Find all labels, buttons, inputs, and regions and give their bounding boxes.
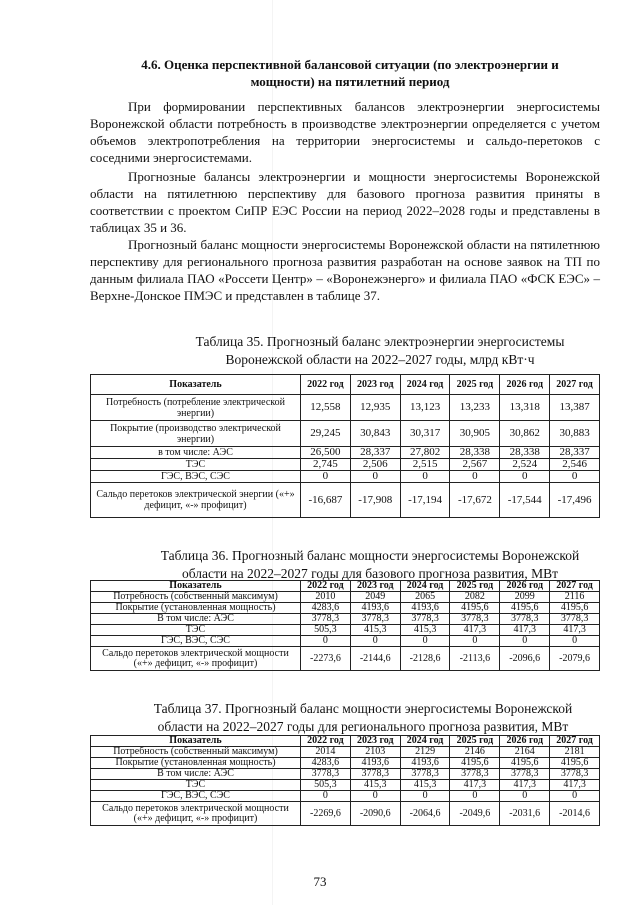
value-cell: 505,3 <box>301 625 351 636</box>
value-cell: 28,338 <box>500 447 550 459</box>
row-label-cell: Сальдо перетоков электрической мощности («+» дефицит, «-» профицит) <box>91 802 301 826</box>
page-number: 73 <box>313 874 327 889</box>
value-cell: 0 <box>400 791 450 802</box>
value-cell: 4193,6 <box>400 758 450 769</box>
value-cell: -2031,6 <box>500 802 550 826</box>
value-cell: 2065 <box>400 592 450 603</box>
value-cell: 2,506 <box>350 459 400 471</box>
value-cell: 3778,3 <box>550 614 600 625</box>
value-cell: 4195,6 <box>450 603 500 614</box>
table-row <box>91 758 600 769</box>
table-36-caption <box>110 547 630 583</box>
value-cell: -2096,6 <box>500 647 550 671</box>
table-row <box>91 395 600 421</box>
value-cell: -17,496 <box>550 483 600 518</box>
column-header-year: 2024 год <box>400 736 450 747</box>
table-row <box>91 747 600 758</box>
table-row <box>91 483 600 518</box>
table-36-caption-line-1: Таблица 36. Прогнозный баланс мощности энергосистемы Воронежской <box>160 548 580 563</box>
value-cell: 4195,6 <box>500 603 550 614</box>
row-label-cell: ТЭС <box>91 780 301 791</box>
value-cell: -17,194 <box>400 483 450 518</box>
table-row <box>91 471 600 483</box>
table-row <box>91 769 600 780</box>
table-35-caption <box>150 333 610 369</box>
value-cell: -2269,6 <box>301 802 351 826</box>
value-cell: 2103 <box>350 747 400 758</box>
row-label-cell: ГЭС, ВЭС, СЭС <box>91 791 301 802</box>
value-cell: 3778,3 <box>450 614 500 625</box>
table-row <box>91 647 600 671</box>
table-37 <box>90 735 600 826</box>
value-cell: 28,338 <box>450 447 500 459</box>
value-cell: -17,672 <box>450 483 500 518</box>
table-35-caption-line-1: Таблица 35. Прогнозный баланс электроэнергии энергосистемы <box>195 334 565 349</box>
value-cell: 30,883 <box>550 421 600 447</box>
value-cell: -16,687 <box>301 483 351 518</box>
value-cell: 4283,6 <box>301 758 351 769</box>
row-label-cell: В том числе: АЭС <box>91 614 301 625</box>
value-cell: 2,546 <box>550 459 600 471</box>
table-35-caption-line-2: Воронежской области на 2022–2027 годы, млрд кВт·ч <box>225 352 535 367</box>
column-header-year: 2022 год <box>301 736 351 747</box>
table-36 <box>90 580 600 671</box>
value-cell: 2,567 <box>450 459 500 471</box>
value-cell: 4195,6 <box>550 758 600 769</box>
table-37-caption <box>108 700 618 736</box>
value-cell: 0 <box>350 471 400 483</box>
value-cell: -2113,6 <box>450 647 500 671</box>
value-cell: 417,3 <box>450 625 500 636</box>
table-row <box>91 636 600 647</box>
value-cell: 26,500 <box>301 447 351 459</box>
value-cell: 27,802 <box>400 447 450 459</box>
value-cell: 28,337 <box>550 447 600 459</box>
row-label-cell: Потребность (собственный максимум) <box>91 747 301 758</box>
value-cell: 2146 <box>450 747 500 758</box>
value-cell: 3778,3 <box>450 769 500 780</box>
value-cell: 2116 <box>550 592 600 603</box>
value-cell: 4195,6 <box>500 758 550 769</box>
value-cell: 2129 <box>400 747 450 758</box>
column-header-year: 2022 год <box>301 581 351 592</box>
column-header-year: 2024 год <box>400 581 450 592</box>
value-cell: 0 <box>500 636 550 647</box>
value-cell: 28,337 <box>350 447 400 459</box>
column-header-year: 2027 год <box>550 581 600 592</box>
column-header-year: 2023 год <box>350 375 400 395</box>
value-cell: 13,387 <box>550 395 600 421</box>
paragraph-2: Прогнозные балансы электроэнергии и мощности энергосистемы Воронежской области на пятилетнюю перспективу для базового прогноза развития приняты в соответствии с проектом СиПР ЕЭС России на период 2022–2028 годы и представлены в таблицах 35 и 36. <box>90 169 600 235</box>
column-header-indicator: Показатель <box>91 581 301 592</box>
table-row <box>91 802 600 826</box>
value-cell: 2,524 <box>500 459 550 471</box>
value-cell: 415,3 <box>350 780 400 791</box>
value-cell: 30,905 <box>450 421 500 447</box>
value-cell: 0 <box>400 471 450 483</box>
value-cell: 417,3 <box>550 625 600 636</box>
column-header-year: 2027 год <box>550 375 600 395</box>
value-cell: -2273,6 <box>301 647 351 671</box>
value-cell: 3778,3 <box>500 769 550 780</box>
table-37-caption-line-1: Таблица 37. Прогнозный баланс мощности энергосистемы Воронежской <box>153 701 573 716</box>
column-header-year: 2023 год <box>350 736 400 747</box>
value-cell: 3778,3 <box>400 769 450 780</box>
section-heading-line-2: мощности) на пятилетний период <box>250 74 450 89</box>
value-cell: 0 <box>450 636 500 647</box>
value-cell: -2090,6 <box>350 802 400 826</box>
row-label-cell: ТЭС <box>91 625 301 636</box>
value-cell: 2,745 <box>301 459 351 471</box>
row-label-cell: ГЭС, ВЭС, СЭС <box>91 636 301 647</box>
value-cell: 2049 <box>350 592 400 603</box>
column-header-year: 2026 год <box>500 736 550 747</box>
row-label-cell: В том числе: АЭС <box>91 769 301 780</box>
value-cell: -2144,6 <box>350 647 400 671</box>
value-cell: 30,317 <box>400 421 450 447</box>
value-cell: 4193,6 <box>350 758 400 769</box>
value-cell: 417,3 <box>450 780 500 791</box>
row-label-cell: Сальдо перетоков электрической мощности («+» дефицит, «-» профицит) <box>91 647 301 671</box>
value-cell: 4193,6 <box>400 603 450 614</box>
value-cell: 4283,6 <box>301 603 351 614</box>
value-cell: 13,318 <box>500 395 550 421</box>
column-header-indicator: Показатель <box>91 736 301 747</box>
table-row <box>91 791 600 802</box>
column-header-year: 2025 год <box>450 736 500 747</box>
value-cell: 0 <box>350 636 400 647</box>
value-cell: 0 <box>500 471 550 483</box>
value-cell: 0 <box>301 636 351 647</box>
value-cell: 505,3 <box>301 780 351 791</box>
value-cell: 2014 <box>301 747 351 758</box>
table-row <box>91 592 600 603</box>
value-cell: 3778,3 <box>350 614 400 625</box>
value-cell: 3778,3 <box>301 614 351 625</box>
value-cell: -2014,6 <box>550 802 600 826</box>
value-cell: 417,3 <box>500 780 550 791</box>
table-row <box>91 614 600 625</box>
column-header-year: 2027 год <box>550 736 600 747</box>
column-header-year: 2026 год <box>500 581 550 592</box>
value-cell: -2049,6 <box>450 802 500 826</box>
row-label-cell: Покрытие (производство электрической энергии) <box>91 421 301 447</box>
value-cell: 2099 <box>500 592 550 603</box>
value-cell: 415,3 <box>350 625 400 636</box>
value-cell: 2,515 <box>400 459 450 471</box>
value-cell: 30,843 <box>350 421 400 447</box>
row-label-cell: Покрытие (установленная мощность) <box>91 758 301 769</box>
value-cell: 30,862 <box>500 421 550 447</box>
value-cell: 3778,3 <box>301 769 351 780</box>
value-cell: 0 <box>400 636 450 647</box>
value-cell: 0 <box>500 791 550 802</box>
table-row <box>91 780 600 791</box>
value-cell: 2181 <box>550 747 600 758</box>
column-header-year: 2023 год <box>350 581 400 592</box>
row-label-cell: ТЭС <box>91 459 301 471</box>
value-cell: 4193,6 <box>350 603 400 614</box>
value-cell: 0 <box>350 791 400 802</box>
column-header-year: 2024 год <box>400 375 450 395</box>
value-cell: 0 <box>450 791 500 802</box>
table-36-caption-line-2: области на 2022–2027 годы для базового прогноза развития, МВт <box>181 566 559 581</box>
section-heading <box>100 56 600 90</box>
value-cell: -17,908 <box>350 483 400 518</box>
value-cell: 415,3 <box>400 780 450 791</box>
value-cell: 13,123 <box>400 395 450 421</box>
paragraph-1: При формировании перспективных балансов электроэнергии энергосистемы Воронежской области потребность в производстве электроэнергии определяется с учетом объемов электропотребления на территории энергосистемы и сальдо-перетоков с соседними энергосистемами. <box>90 99 600 165</box>
table-35 <box>90 374 600 518</box>
table-37-caption-line-2: области на 2022–2027 годы для регионального прогноза развития, МВт <box>157 719 569 734</box>
value-cell: -2128,6 <box>400 647 450 671</box>
section-heading-line-1: 4.6. Оценка перспективной балансовой ситуации (по электроэнергии и <box>141 57 559 72</box>
value-cell: 3778,3 <box>500 614 550 625</box>
value-cell: -2079,6 <box>550 647 600 671</box>
value-cell: 12,558 <box>301 395 351 421</box>
value-cell: 29,245 <box>301 421 351 447</box>
value-cell: 3778,3 <box>550 769 600 780</box>
value-cell: 3778,3 <box>400 614 450 625</box>
row-label-cell: Потребность (потребление электрической энергии) <box>91 395 301 421</box>
value-cell: 0 <box>301 791 351 802</box>
value-cell: 0 <box>301 471 351 483</box>
value-cell: 0 <box>550 791 600 802</box>
table-row <box>91 421 600 447</box>
value-cell: 2082 <box>450 592 500 603</box>
row-label-cell: Покрытие (установленная мощность) <box>91 603 301 614</box>
paragraph-3: Прогнозный баланс мощности энергосистемы Воронежской области на пятилетнюю перспективу для регионального прогноза развития разработан на основе заявок на ТП по данным филиала ПАО «Россети Центр» – «Воронежэнерго» и филиала ПАО «ФСК ЕЭС» – Верхне-Донское ПМЭС и представлен в таблице 37. <box>90 237 600 303</box>
row-label-cell: Сальдо перетоков электрической энергии («+» дефицит, «-» профицит) <box>91 483 301 518</box>
column-header-year: 2025 год <box>450 581 500 592</box>
value-cell: 0 <box>450 471 500 483</box>
row-label-cell: в том числе: АЭС <box>91 447 301 459</box>
table-row <box>91 603 600 614</box>
column-header-year: 2022 год <box>301 375 351 395</box>
row-label-cell: Потребность (собственный максимум) <box>91 592 301 603</box>
value-cell: 2010 <box>301 592 351 603</box>
value-cell: 12,935 <box>350 395 400 421</box>
value-cell: 0 <box>550 636 600 647</box>
value-cell: 4195,6 <box>550 603 600 614</box>
value-cell: 2164 <box>500 747 550 758</box>
table-row <box>91 447 600 459</box>
table-row <box>91 625 600 636</box>
value-cell: 415,3 <box>400 625 450 636</box>
value-cell: 3778,3 <box>350 769 400 780</box>
value-cell: -17,544 <box>500 483 550 518</box>
column-header-year: 2026 год <box>500 375 550 395</box>
value-cell: 4195,6 <box>450 758 500 769</box>
value-cell: 13,233 <box>450 395 500 421</box>
column-header-indicator: Показатель <box>91 375 301 395</box>
value-cell: -2064,6 <box>400 802 450 826</box>
table-row <box>91 459 600 471</box>
value-cell: 417,3 <box>550 780 600 791</box>
value-cell: 0 <box>550 471 600 483</box>
column-header-year: 2025 год <box>450 375 500 395</box>
row-label-cell: ГЭС, ВЭС, СЭС <box>91 471 301 483</box>
value-cell: 417,3 <box>500 625 550 636</box>
